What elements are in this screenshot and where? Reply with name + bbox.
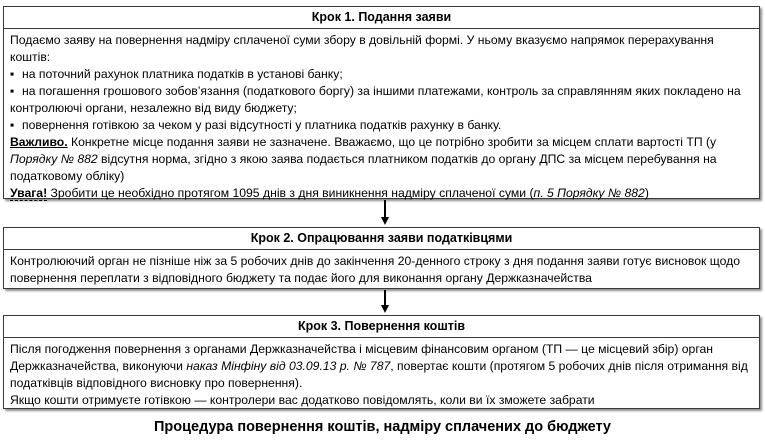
step-1-intro: Подаємо заяву на повернення надміру сплаченої суми збору в довільній формі. У ньому вказуємо напрямок перерахування коштів: — [10, 33, 714, 64]
arrow-down-icon — [381, 217, 389, 225]
important-label: Важливо. — [10, 135, 68, 149]
step-2-text: Контролюючий орган не пізніше ніж за 5 робочих днів до закінчення 20-денного строку з дня подання заяви готує висновок щодо повернення переплати з відповідного бюджету та подає його для виконання органу Держказначейства — [10, 254, 740, 285]
important-text-2: відсутня норма, згідно з якою заява подається платником податків до органу ДПС за місцем перебування на податковому обліку) — [10, 152, 717, 183]
arrow-step-1-to-2 — [381, 200, 389, 226]
bullet-icon: ▪ — [10, 84, 15, 98]
arrow-step-2-to-3 — [381, 290, 389, 314]
step-1-body — [4, 29, 759, 204]
diagram-caption: Процедура повернення коштів, надміру сплачених до бюджету — [154, 419, 611, 435]
attention-close: ) — [644, 186, 649, 200]
arrow-down-icon — [381, 305, 389, 313]
step-1-bullet-3-text: повернення готівкою за чеком у разі відсутності у платника податків рахунку в банку. — [22, 118, 502, 132]
step-3-title: Крок 3. Повернення коштів — [4, 316, 759, 338]
order-ref: наказ Мінфіну від 03.09.13 р. № 787 — [186, 359, 391, 373]
step-3-box — [3, 315, 760, 409]
important-ref: Порядку № 882 — [10, 152, 98, 166]
attention-ref: п. 5 Порядку № 882 — [533, 186, 645, 200]
step-1-title: Крок 1. Подання заяви — [4, 7, 759, 29]
attention-label: Увага! — [10, 186, 48, 200]
step-3-paragraph-1 — [10, 341, 753, 392]
bullet-icon: ▪ — [10, 118, 15, 132]
step-1-bullet-1-text: на поточний рахунок платника податків в установі банку; — [22, 67, 343, 81]
step-1-bullet-2-text: на погашення грошового зобов’язання (податкового боргу) за іншими платежами, контроль за справлянням яких покладено на контролюючі органи, незалежно від виду бюджету; — [10, 84, 741, 115]
step-2-title: Крок 2. Опрацювання заяви податківцями — [4, 228, 759, 250]
step-3-text-1: Після погодження повернення з органами Держказначейства і місцевим фінансовим органом (ТП — це місцевий збір) орган Держказначейства, виконуючи — [10, 342, 714, 373]
step-1-bullet-1 — [10, 66, 753, 83]
step-1-box — [3, 6, 760, 199]
attention-text: Зробити це необхідно протягом 1095 днів з дня виникнення надміру сплаченої суми ( — [47, 186, 534, 200]
step-2-body — [4, 250, 759, 289]
step-3-body — [4, 338, 759, 411]
step-2-box — [3, 227, 760, 289]
bullet-icon: ▪ — [10, 67, 15, 81]
step-1-important — [10, 134, 753, 185]
step-1-bullet-2 — [10, 83, 753, 117]
step-3-text-2: , повертає кошти (протягом 5 робочих днів після отримання від податківців відповідного висновку про повернення). — [10, 359, 748, 390]
step-3-paragraph-2: Якщо кошти отримуєте готівкою — контролери вас додатково повідомлять, коли ви їх зможете забрати — [10, 393, 595, 407]
step-1-bullet-3 — [10, 117, 753, 134]
important-text-1: Конкретне місце подання заяви не зазначене. Вважаємо, що це потрібно зробити за місцем сплати вартості ТП (у — [67, 135, 717, 149]
